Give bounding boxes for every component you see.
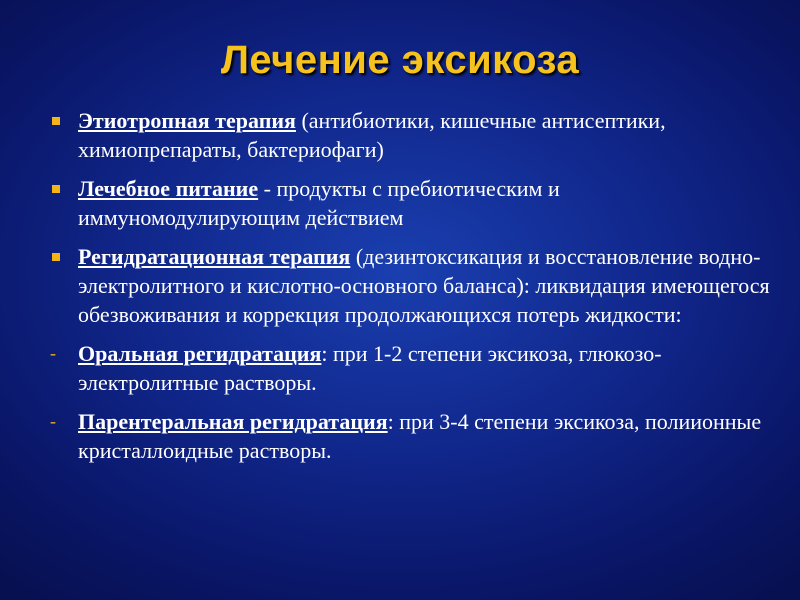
list-item-nutrition bbox=[44, 174, 780, 232]
dash-bullet-icon: - bbox=[50, 411, 56, 431]
square-bullet-icon bbox=[52, 117, 60, 125]
item-term: Оральная регидратация bbox=[78, 341, 322, 366]
item-text: (дезинтоксикация и восстановление водно-электролитного и кислотно-основного баланса): ликвидация имеющегося обезвоживания и коррекция продолжающихся потерь жидкости: bbox=[78, 244, 770, 327]
list-item-parenteral bbox=[44, 407, 780, 465]
square-bullet-icon bbox=[52, 185, 60, 193]
item-term: Парентеральная регидратация bbox=[78, 409, 388, 434]
list-item-etiotropic bbox=[44, 106, 780, 164]
item-term: Этиотропная терапия bbox=[78, 108, 296, 133]
item-term: Лечебное питание bbox=[78, 176, 259, 201]
list-item-rehydration bbox=[44, 242, 780, 329]
item-text: : при 3-4 степени эксикоза, полиионные кристаллоидные растворы. bbox=[78, 409, 762, 463]
item-text: - продукты с пребиотическим и иммуномодулирующим действием bbox=[78, 176, 560, 230]
dash-bullet-icon: - bbox=[50, 343, 56, 363]
item-term: Регидратационная терапия bbox=[78, 244, 351, 269]
list-item-oral bbox=[44, 339, 780, 397]
slide-title: Лечение эксикоза bbox=[220, 38, 580, 82]
item-text: (антибиотики, кишечные антисептики, химиопрепараты, бактериофаги) bbox=[78, 108, 666, 162]
item-text: : при 1-2 степени эксикоза, глюкозо-электролитные растворы. bbox=[78, 341, 662, 395]
square-bullet-icon bbox=[52, 253, 60, 261]
bullet-list bbox=[44, 106, 780, 475]
